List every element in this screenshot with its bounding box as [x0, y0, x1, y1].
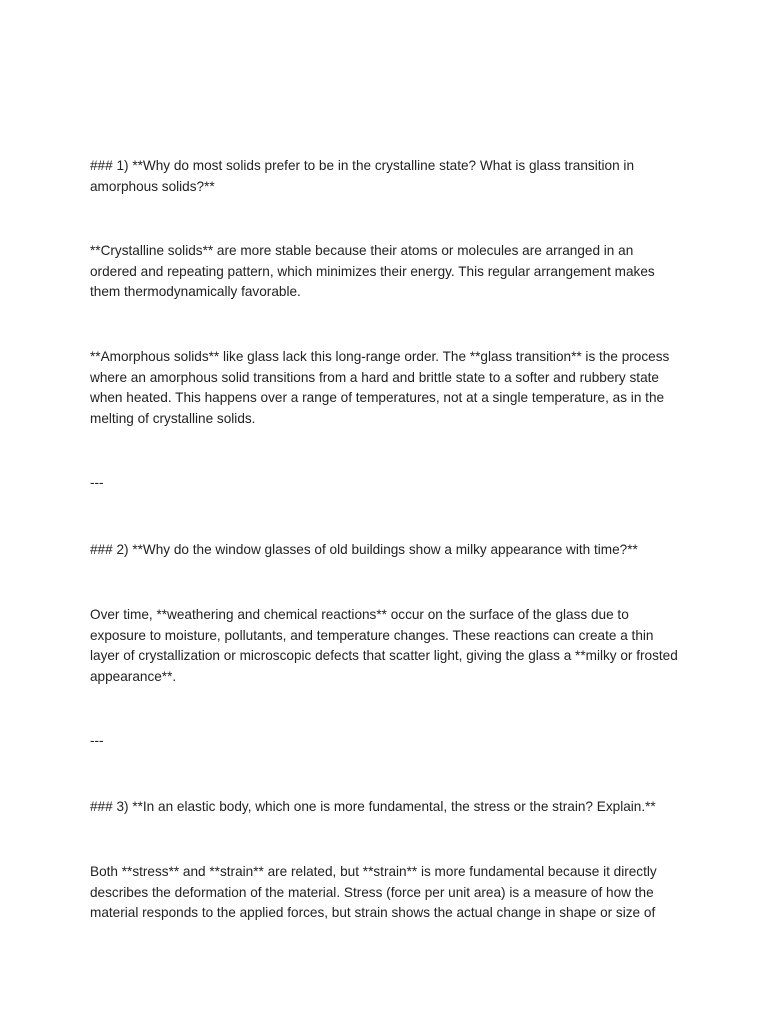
question-2-heading: ### 2) **Why do the window glasses of old buildings show a milky appearance with time?**	[90, 542, 638, 557]
question-1-heading: ### 1) **Why do most solids prefer to be in the crystalline state? What is glass transition in amorphous solids?**	[90, 158, 635, 194]
answer-1-paragraph-2: **Amorphous solids** like glass lack this long-range order. The **glass transition** is the process where an amorphous solid transitions from a hard and brittle state to a softer and rubbery state when heated. This happens over a range of temperatures, not at a single temperature, as in the melting of crystalline solids.	[90, 349, 670, 426]
section-divider-1: ---	[90, 475, 104, 490]
answer-1-paragraph-1: **Crystalline solids** are more stable because their atoms or molecules are arranged in an ordered and repeating pattern, which minimizes their energy. This regular arrangement makes them thermodynamically favorable.	[90, 243, 655, 300]
answer-2-paragraph: Over time, **weathering and chemical reactions** occur on the surface of the glass due to exposure to moisture, pollutants, and temperature changes. These reactions can create a thin layer of crystallization or microscopic defects that scatter light, giving the glass a **milky or frosted appearance**.	[90, 607, 678, 684]
answer-3-paragraph: Both **stress** and **strain** are related, but **strain** is more fundamental because it directly describes the deformation of the material. Stress (force per unit area) is a measure of how the material responds to the applied forces, but strain shows the actual change in shape or size of	[90, 864, 657, 921]
section-divider-2: ---	[90, 733, 104, 748]
question-3-heading: ### 3) **In an elastic body, which one is more fundamental, the stress or the strain? Explain.**	[90, 799, 656, 814]
